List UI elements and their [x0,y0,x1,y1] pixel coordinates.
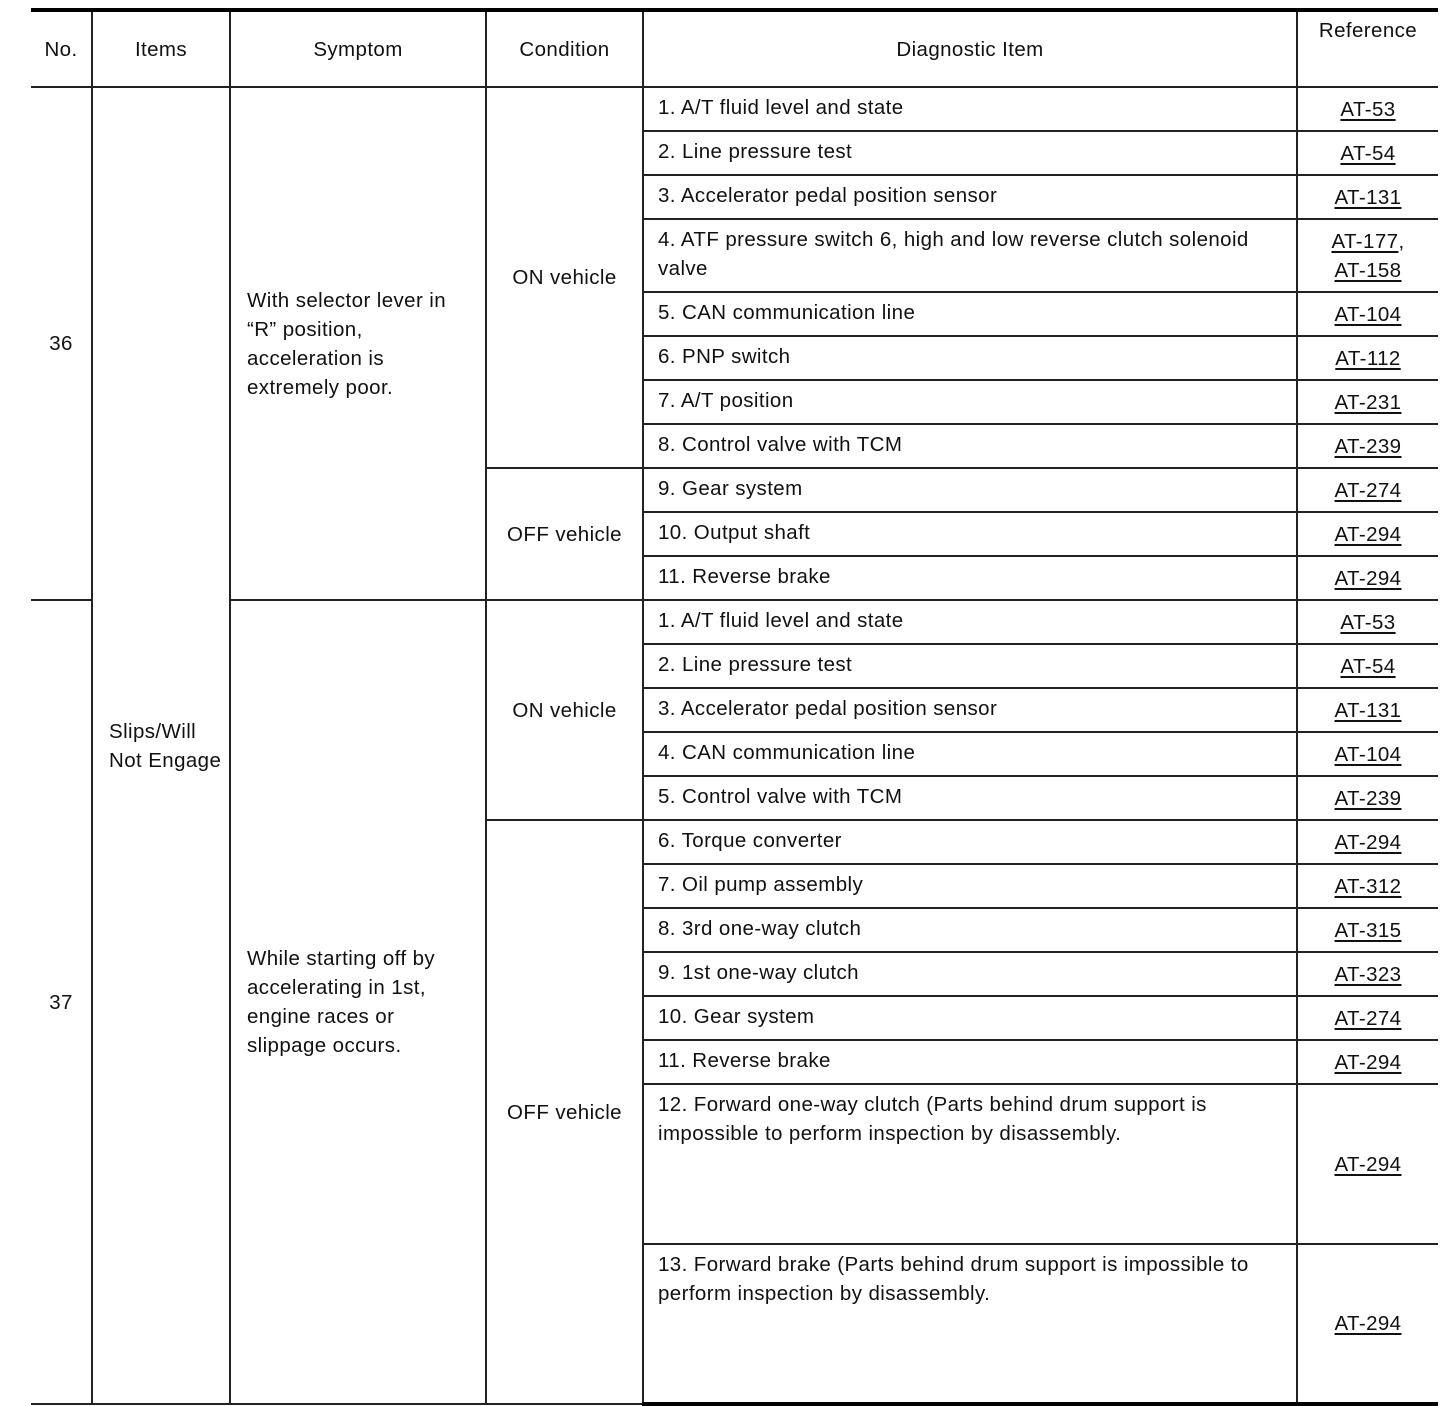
reference-cell [1297,644,1438,688]
diagnostic-item [643,908,1297,952]
header-no: No. [31,10,92,87]
diagnostic-item [643,644,1297,688]
diagnostic-item [643,732,1297,776]
diagnostic-item-text: 13. Forward brake (Parts behind drum support is impossible to perform inspection by disassembly. [658,1253,1249,1305]
reference-link[interactable]: AT-104 [1334,742,1402,766]
reference-cell [1297,864,1438,908]
reference-link[interactable]: AT-104 [1334,302,1402,326]
row-number-text: 36 [49,332,73,355]
diagnostic-item [643,820,1297,864]
diagnostic-item-text: 3. Accelerator pedal position sensor [658,184,998,207]
diagnostic-item-text: 11. Reverse brake [658,565,831,588]
reference-cell [1297,380,1438,424]
diagnostic-item-text: 4. CAN communication line [658,741,916,764]
reference-link[interactable]: AT-239 [1334,786,1402,810]
condition-cell [486,600,643,820]
reference-link[interactable]: AT-239 [1334,434,1402,458]
header-row [31,10,1438,87]
header-condition: Condition [486,10,643,87]
diagnostic-item [643,131,1297,175]
condition-label: ON vehicle [512,266,617,289]
diagnostic-item-text: 10. Output shaft [658,521,811,544]
diagnostic-item [643,1040,1297,1084]
reference-cell [1297,776,1438,820]
reference-cell [1297,1244,1438,1404]
reference-cell [1297,292,1438,336]
condition-label: OFF vehicle [507,1100,622,1124]
reference-link[interactable]: AT-274 [1334,478,1402,502]
reference-cell [1297,424,1438,468]
diagnostic-item [643,468,1297,512]
diagnostic-item-text: 6. Torque converter [658,829,842,852]
items-text: Slips/Will Not Engage [109,719,222,772]
diagnostic-item [643,512,1297,556]
header-reference: Reference [1297,10,1438,87]
diagnostic-item-text: 5. Control valve with TCM [658,785,903,808]
diagnostic-item-text: 1. A/T fluid level and state [658,96,904,119]
condition-label: ON vehicle [512,698,617,722]
reference-cell [1297,688,1438,732]
reference-link[interactable]: AT-112 [1335,346,1401,370]
diagnostic-item-text: 7. A/T position [658,389,794,412]
diagnostic-item [643,556,1297,600]
diagnostic-item [643,996,1297,1040]
diagnostic-item-text: 7. Oil pump assembly [658,873,864,896]
header-symptom: Symptom [230,10,486,87]
reference-link[interactable]: AT-54 [1340,654,1396,678]
diagnostic-item [643,87,1297,131]
table-body [31,87,1438,1404]
diagnostic-item-text: 2. Line pressure test [658,140,853,163]
row-number-text: 37 [49,990,73,1014]
diagnostic-item [643,952,1297,996]
reference-link[interactable]: AT-131 [1334,185,1402,209]
header-items: Items [92,10,230,87]
diagnostic-item [643,776,1297,820]
reference-cell [1297,468,1438,512]
reference-cell [1297,336,1438,380]
reference-cell [1297,732,1438,776]
reference-cell [1297,556,1438,600]
condition-cell [486,820,643,1404]
diagnostic-item [643,424,1297,468]
row-number [31,600,92,1404]
reference-link[interactable]: AT-177 [1331,229,1399,253]
reference-link[interactable]: AT-53 [1340,97,1396,121]
reference-cell [1297,87,1438,131]
diagnostic-item [643,864,1297,908]
reference-cell [1297,1040,1438,1084]
reference-link[interactable]: AT-294 [1334,1050,1402,1074]
reference-link[interactable]: AT-312 [1334,874,1402,898]
condition-cell [486,468,643,600]
diagnostic-item [643,336,1297,380]
diagnostic-item [643,688,1297,732]
reference-link[interactable]: AT-294 [1334,566,1402,590]
diagnostic-item-text: 8. 3rd one-way clutch [658,917,862,940]
table-row [31,600,1438,644]
diagnostic-item [643,600,1297,644]
reference-link[interactable]: AT-231 [1334,390,1402,414]
diagnostic-item [643,292,1297,336]
reference-link[interactable]: AT-53 [1340,610,1396,634]
reference-link[interactable]: AT-54 [1340,141,1396,165]
diagnostic-item-text: 9. 1st one-way clutch [658,961,859,984]
reference-link[interactable]: AT-294 [1334,1312,1402,1335]
symptom-text: While starting off by accelerating in 1st, engine races or slippage occurs. [247,947,436,1057]
reference-cell [1297,952,1438,996]
reference-cell [1297,175,1438,219]
reference-cell [1297,996,1438,1040]
diagnostic-item-text: 2. Line pressure test [658,653,853,676]
diagnostic-item-text: 4. ATF pressure switch 6, high and low reverse clutch solenoid valve [658,228,1249,280]
table-row [31,87,1438,131]
diagnostic-item [643,219,1297,292]
reference-link[interactable]: AT-274 [1334,1006,1402,1030]
reference-link[interactable]: AT-294 [1334,830,1402,854]
reference-cell [1297,908,1438,952]
reference-link[interactable]: AT-294 [1334,522,1402,546]
reference-cell [1297,1084,1438,1244]
diagnostic-item-text: 10. Gear system [658,1005,815,1028]
reference-cell [1297,131,1438,175]
reference-cell: AT-177, AT-158 [1297,219,1438,292]
reference-cell [1297,600,1438,644]
symptom-text: With selector lever in “R” position, acceleration is extremely poor. [247,288,447,399]
diagnostic-item-text: 6. PNP switch [658,345,791,368]
reference-link[interactable]: AT-158 [1334,258,1402,282]
reference-link[interactable]: AT-315 [1334,918,1402,942]
header-diagnostic-item: Diagnostic Item [643,10,1297,87]
diagnostic-item-text: 1. A/T fluid level and state [658,609,904,632]
diagnostic-item [643,1084,1297,1244]
diagnostic-item-text: 9. Gear system [658,477,803,500]
items-cell [92,87,230,1404]
symptom-cell [230,600,486,1404]
reference-cell [1297,820,1438,864]
diagnostic-table [31,8,1438,1406]
diagnostic-item-text: 5. CAN communication line [658,301,916,324]
diagnostic-item-text: 8. Control valve with TCM [658,433,903,456]
reference-link[interactable]: AT-323 [1334,962,1402,986]
reference-link[interactable]: AT-294 [1334,1152,1402,1176]
reference-link[interactable]: AT-131 [1334,698,1402,722]
symptom-cell [230,87,486,600]
diagnostic-item-text: 12. Forward one-way clutch (Parts behind drum support is impossible to perform inspection by disassembly. [658,1093,1207,1145]
condition-label: OFF vehicle [507,522,622,546]
diagnostic-item-text: 11. Reverse brake [658,1049,831,1072]
diagnostic-item [643,1244,1297,1404]
condition-cell [486,87,643,468]
diagnostic-item-text: 3. Accelerator pedal position sensor [658,697,998,720]
diagnostic-item [643,380,1297,424]
reference-cell [1297,512,1438,556]
diagnostic-item [643,175,1297,219]
row-number [31,87,92,600]
